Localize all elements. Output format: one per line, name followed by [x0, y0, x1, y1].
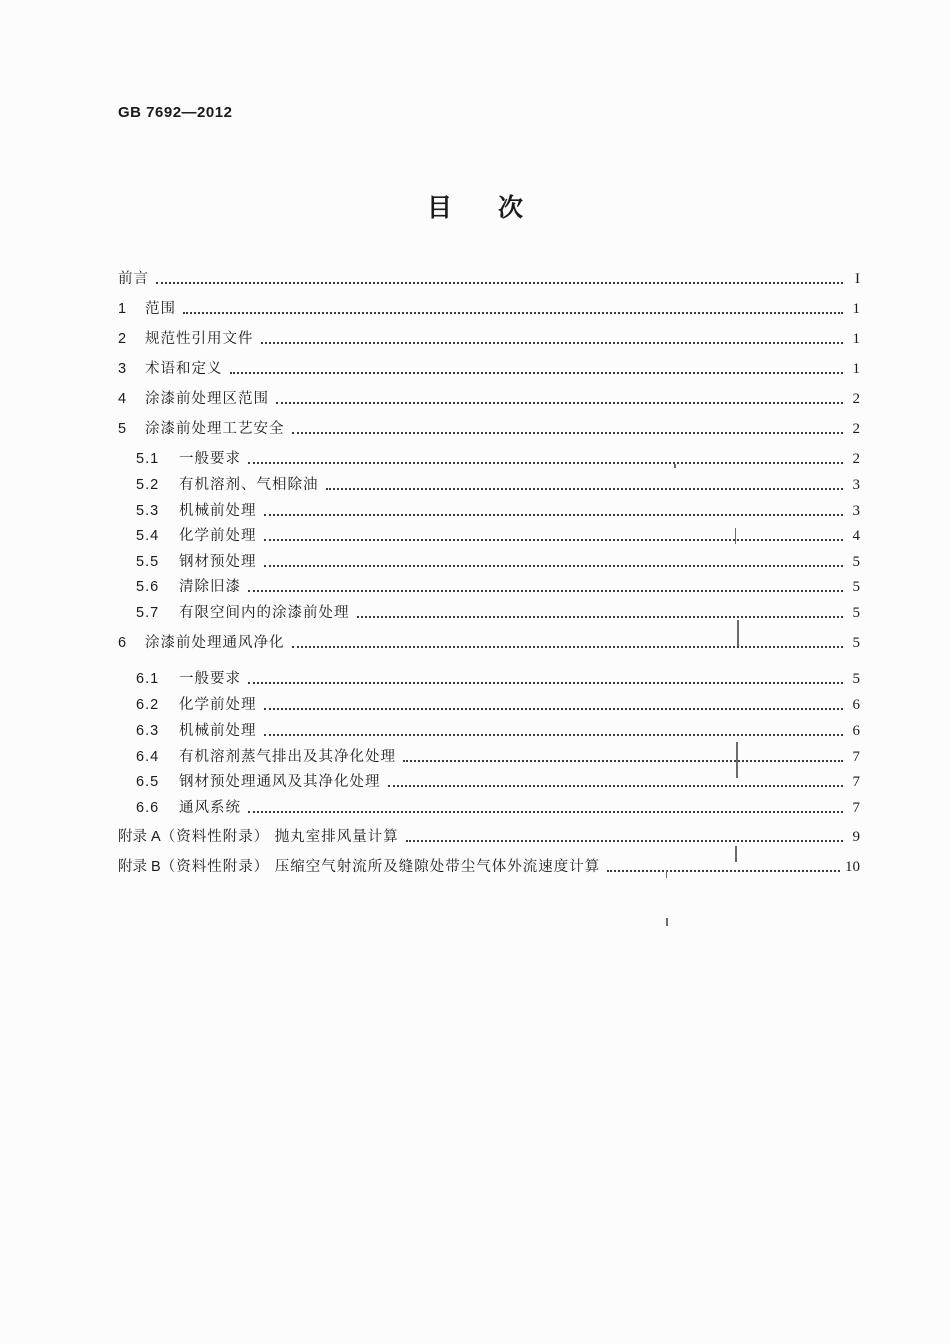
toc-entry-page: 1 [852, 361, 860, 377]
toc-entry-title: 通风系统 [179, 800, 241, 816]
toc-entry-page: 7 [852, 800, 860, 816]
toc-dot-leader [276, 402, 843, 404]
toc-entry-number: 2 [118, 331, 127, 347]
toc-dot-leader [403, 760, 843, 762]
toc-entry[interactable] [118, 826, 860, 846]
toc-entry[interactable] [136, 576, 860, 596]
toc-entry-title: （资料性附录） 压缩空气射流所及缝隙处带尘气体外流速度计算 [160, 859, 601, 875]
toc-entry-number: 5.4 [136, 528, 160, 544]
toc-entry-page: 5 [852, 579, 860, 595]
toc-entry-title: 有机溶剂蒸气排出及其净化处理 [179, 749, 396, 765]
toc-dot-leader [388, 785, 844, 787]
toc-entry-page: 9 [852, 829, 860, 845]
toc-entry[interactable] [118, 328, 860, 348]
toc-dot-leader [230, 372, 844, 374]
toc-entry[interactable] [136, 500, 860, 520]
toc-entry-page: 1 [852, 331, 860, 347]
toc-entry-title: 钢材预处理通风及其净化处理 [179, 774, 381, 790]
toc-entry-number: 1 [118, 301, 127, 317]
toc-entry-page: 2 [852, 391, 860, 407]
scan-artifact [735, 846, 737, 862]
toc-entry-title: 机械前处理 [179, 723, 257, 739]
toc-entry-number: 5 [118, 421, 127, 437]
toc-entry[interactable] [118, 418, 860, 438]
toc-dot-leader [248, 811, 843, 813]
toc-entry-title: 范围 [145, 301, 176, 317]
toc-entry-title: 化学前处理 [179, 528, 257, 544]
toc-entry[interactable] [136, 771, 860, 791]
toc-entry-title: 有限空间内的涂漆前处理 [179, 605, 350, 621]
toc-entry[interactable] [118, 388, 860, 408]
toc-entry[interactable] [136, 525, 860, 545]
toc-entry[interactable] [136, 694, 860, 714]
toc-entry[interactable] [136, 797, 860, 817]
toc-entry-title: 有机溶剂、气相除油 [179, 477, 319, 493]
toc-entry-title: 规范性引用文件 [145, 331, 254, 347]
toc-entry-title: 化学前处理 [179, 697, 257, 713]
toc-dot-leader [264, 565, 844, 567]
toc-entry-page: 5 [852, 605, 860, 621]
toc-entry-page: 2 [852, 451, 860, 467]
toc-title: 目次 [426, 193, 569, 222]
toc-entry-page: 4 [852, 528, 860, 544]
toc-entry-number: 4 [118, 391, 127, 407]
scan-artifact [736, 742, 738, 778]
toc-entry-title: 一般要求 [179, 451, 241, 467]
toc-entry-number: 6.1 [136, 671, 160, 687]
toc-dot-leader [183, 312, 843, 314]
toc-entry-title: 钢材预处理 [179, 554, 257, 570]
toc-dot-leader [292, 432, 844, 434]
toc-entry-page: 3 [852, 477, 860, 493]
toc-entry[interactable] [118, 358, 860, 378]
toc-entry[interactable] [118, 856, 860, 876]
toc-entry-page: 6 [852, 723, 860, 739]
toc-dot-leader [248, 682, 843, 684]
toc-dot-leader [326, 488, 844, 490]
toc-entry-title: 机械前处理 [179, 503, 257, 519]
toc-entry-number: 6.3 [136, 723, 160, 739]
toc-entry-page: 5 [852, 554, 860, 570]
toc-entry-title: （资料性附录） 抛丸室排风量计算 [160, 829, 399, 845]
toc-entry-number: 5.3 [136, 503, 160, 519]
toc-dot-leader [264, 514, 844, 516]
toc-entry-title: 涂漆前处理区范围 [145, 391, 269, 407]
toc-entry-title: 术语和定义 [145, 361, 223, 377]
toc-entry[interactable] [136, 602, 860, 622]
toc-entry-page: 7 [852, 749, 860, 765]
toc-entry-number: 3 [118, 361, 127, 377]
toc-entry[interactable] [136, 720, 860, 740]
toc-dot-leader [156, 282, 843, 284]
scan-artifact [666, 918, 668, 926]
toc-entry-number: 5.7 [136, 605, 160, 621]
toc-entry-number: 6.2 [136, 697, 160, 713]
toc-entry-page: I [855, 271, 860, 287]
toc-entry[interactable] [136, 746, 860, 766]
toc-entry-number: 附录 B [118, 859, 161, 875]
toc-dot-leader [607, 870, 840, 872]
toc-entry-number: 5.6 [136, 579, 160, 595]
toc-entry-page: 7 [852, 774, 860, 790]
toc-entry-page: 5 [852, 671, 860, 687]
toc-dot-leader [261, 342, 844, 344]
toc-entry-page: 10 [845, 859, 860, 875]
toc-entry-title: 一般要求 [179, 671, 241, 687]
toc-entry-page: 5 [852, 635, 860, 651]
toc-entry-title: 清除旧漆 [179, 579, 241, 595]
toc-entry-number: 6.6 [136, 800, 160, 816]
toc-entry-title: 涂漆前处理通风净化 [145, 635, 285, 651]
scan-artifact [737, 620, 739, 646]
toc-entry-page: 3 [852, 503, 860, 519]
toc-entry-number: 5.1 [136, 451, 160, 467]
toc-entry-page: 1 [852, 301, 860, 317]
toc-dot-leader [264, 708, 844, 710]
toc-entry-title: 涂漆前处理工艺安全 [145, 421, 285, 437]
toc-dot-leader [357, 616, 844, 618]
scan-artifact [674, 464, 676, 468]
toc-dot-leader [264, 734, 844, 736]
toc-entry-number: 6 [118, 635, 127, 651]
toc-entry-number: 5.2 [136, 477, 160, 493]
toc-entry[interactable] [136, 668, 860, 688]
toc-entry[interactable] [136, 448, 860, 468]
toc-entry-number: 6.5 [136, 774, 160, 790]
toc-entry[interactable] [136, 551, 860, 571]
toc-entry[interactable] [136, 474, 860, 494]
toc-dot-leader [264, 539, 844, 541]
toc-entry-number: 附录 A [118, 829, 161, 845]
scan-artifact [666, 870, 667, 878]
standard-code: GB 7692—2012 [118, 104, 233, 121]
toc-entry-title: 前言 [118, 271, 149, 287]
toc-entry[interactable] [118, 298, 860, 318]
toc-dot-leader [248, 462, 843, 464]
toc-dot-leader [248, 590, 843, 592]
toc-entry-number: 5.5 [136, 554, 160, 570]
toc-dot-leader [406, 840, 843, 842]
toc-entry[interactable] [118, 632, 860, 652]
toc-entry-page: 2 [852, 421, 860, 437]
toc-entry-number: 6.4 [136, 749, 160, 765]
scan-artifact [735, 528, 736, 544]
toc-entry[interactable] [118, 268, 860, 288]
toc-entry-page: 6 [852, 697, 860, 713]
toc-dot-leader [292, 646, 844, 648]
